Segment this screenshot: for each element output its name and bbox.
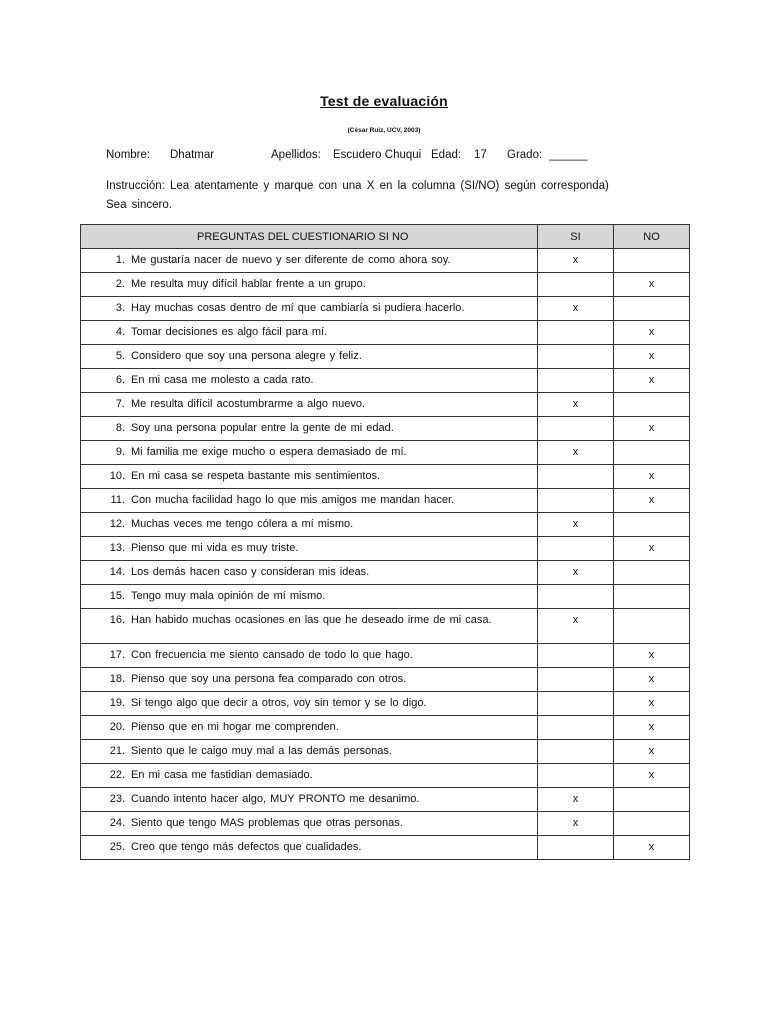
- answer-no-cell[interactable]: [614, 441, 690, 465]
- question-text: Siento que tengo MAS problemas que otras personas.: [131, 817, 403, 829]
- question-text: Soy una persona popular entre la gente de mi edad.: [131, 422, 394, 434]
- table-row: [81, 273, 690, 297]
- answer-si-mark: [538, 740, 613, 744]
- table-row: [81, 249, 690, 273]
- question-text: Creo que tengo más defectos que cualidades.: [131, 841, 362, 853]
- question-cell: [81, 393, 538, 417]
- question-wrapper: [81, 369, 537, 388]
- answer-si-cell[interactable]: [538, 537, 614, 561]
- question-number: 23.: [109, 793, 125, 805]
- answer-no-cell[interactable]: [614, 716, 690, 740]
- question-text: Cuando intento hacer algo, MUY PRONTO me desanimo.: [131, 793, 420, 805]
- answer-no-cell[interactable]: [614, 321, 690, 345]
- table-row: [81, 668, 690, 692]
- question-number: 21.: [109, 745, 125, 757]
- table-row: [81, 561, 690, 585]
- answer-no-cell[interactable]: [614, 465, 690, 489]
- answer-no-mark: x: [648, 494, 655, 506]
- question-wrapper: [81, 273, 537, 292]
- apellidos-value: Escudero Chuqui: [333, 149, 422, 161]
- question-number: 4.: [115, 326, 125, 338]
- question-cell: [81, 668, 538, 692]
- question-cell: [81, 513, 538, 537]
- table-row: [81, 321, 690, 345]
- answer-no-cell[interactable]: [614, 561, 690, 585]
- table-row: [81, 537, 690, 561]
- answer-si-cell[interactable]: [538, 788, 614, 812]
- answer-no-cell[interactable]: [614, 273, 690, 297]
- answer-si-cell[interactable]: [538, 441, 614, 465]
- question-wrapper: [81, 561, 537, 580]
- answer-si-cell[interactable]: [538, 273, 614, 297]
- question-number: 14.: [109, 566, 125, 578]
- question-number: 18.: [109, 673, 125, 685]
- question-number: 17.: [109, 649, 125, 661]
- column-header-si: SI: [538, 225, 614, 249]
- answer-si-mark: [538, 489, 613, 493]
- answer-si-cell[interactable]: [538, 716, 614, 740]
- question-number: 20.: [109, 721, 125, 733]
- table-row: [81, 441, 690, 465]
- question-number: 2.: [115, 278, 125, 290]
- nombre-label: Nombre:: [106, 149, 151, 161]
- answer-no-mark: x: [648, 470, 655, 482]
- answer-si-mark: x: [572, 446, 579, 458]
- answer-si-mark: [538, 716, 613, 720]
- table-row: [81, 489, 690, 513]
- answer-no-cell[interactable]: [614, 609, 690, 644]
- question-number: 6.: [115, 374, 125, 386]
- question-wrapper: [81, 321, 537, 340]
- answer-si-cell[interactable]: [538, 812, 614, 836]
- answer-si-mark: [538, 692, 613, 696]
- question-wrapper: [81, 489, 537, 508]
- answer-no-cell[interactable]: [614, 740, 690, 764]
- nombre-value: Dhatmar: [170, 149, 215, 161]
- table-row: [81, 609, 690, 644]
- question-number: 1.: [115, 254, 125, 266]
- questionnaire-table: [80, 224, 690, 860]
- answer-no-mark: x: [648, 326, 655, 338]
- page-subtitle: (César Ruiz, UCV, 2003): [347, 127, 421, 134]
- question-number: 15.: [109, 590, 125, 602]
- question-wrapper: [81, 812, 537, 831]
- question-text: En mi casa me fastidian demasiado.: [131, 769, 313, 781]
- question-cell: [81, 369, 538, 393]
- question-wrapper: [81, 788, 537, 807]
- answer-si-mark: x: [572, 254, 579, 266]
- question-text: Pienso que mi vida es muy triste.: [131, 542, 299, 554]
- question-text: Los demás hacen caso y consideran mis ideas.: [131, 566, 370, 578]
- answer-no-mark: x: [648, 769, 655, 781]
- question-cell: [81, 764, 538, 788]
- answer-si-mark: [538, 273, 613, 277]
- question-number: 7.: [115, 398, 125, 410]
- edad-label: Edad:: [431, 149, 462, 161]
- answer-si-mark: x: [572, 614, 579, 626]
- answer-si-mark: x: [572, 566, 579, 578]
- answer-si-cell[interactable]: [538, 836, 614, 860]
- question-number: 8.: [115, 422, 125, 434]
- edad-value: 17: [474, 149, 487, 161]
- answer-no-mark: x: [648, 721, 655, 733]
- answer-no-cell[interactable]: [614, 585, 690, 609]
- table-row: [81, 369, 690, 393]
- question-cell: [81, 249, 538, 273]
- table-row: [81, 345, 690, 369]
- answer-no-mark: x: [648, 841, 655, 853]
- answer-si-mark: [538, 537, 613, 541]
- answer-no-mark: x: [648, 542, 655, 554]
- answer-si-mark: x: [572, 817, 579, 829]
- answer-si-cell[interactable]: [538, 609, 614, 644]
- answer-no-cell[interactable]: [614, 393, 690, 417]
- question-text: Hay muchas cosas dentro de mí que cambiaría si pudiera hacerlo.: [131, 302, 465, 314]
- grado-label: Grado:: [507, 149, 543, 161]
- question-cell: [81, 692, 538, 716]
- answer-no-cell[interactable]: [614, 812, 690, 836]
- question-wrapper: [81, 716, 537, 735]
- answer-no-cell[interactable]: [614, 644, 690, 668]
- answer-no-mark: x: [648, 374, 655, 386]
- question-wrapper: [81, 609, 537, 628]
- answer-si-cell[interactable]: [538, 417, 614, 441]
- answer-si-mark: [538, 417, 613, 421]
- apellidos-label: Apellidos:: [271, 149, 321, 161]
- answer-si-cell[interactable]: [538, 465, 614, 489]
- answer-si-mark: [538, 668, 613, 672]
- table-row: [81, 393, 690, 417]
- answer-no-cell[interactable]: [614, 692, 690, 716]
- table-row: [81, 812, 690, 836]
- question-text: Me resulta difícil acostumbrarme a algo nuevo.: [131, 398, 366, 410]
- question-number: 13.: [109, 542, 125, 554]
- question-cell: [81, 788, 538, 812]
- column-header-questions: PREGUNTAS DEL CUESTIONARIO SI NO: [81, 225, 538, 249]
- answer-no-cell[interactable]: [614, 513, 690, 537]
- question-text: Tengo muy mala opinión de mí mismo.: [131, 590, 326, 602]
- question-text: Pienso que en mi hogar me comprenden.: [131, 721, 339, 733]
- question-cell: [81, 585, 538, 609]
- answer-no-cell[interactable]: [614, 249, 690, 273]
- table-row: [81, 692, 690, 716]
- answer-si-mark: [538, 465, 613, 469]
- answer-no-cell[interactable]: [614, 788, 690, 812]
- table-body: [81, 249, 690, 860]
- question-text: Considero que soy una persona alegre y feliz.: [131, 350, 362, 362]
- question-cell: [81, 537, 538, 561]
- instruction-line-2: Sea sincero.: [106, 199, 172, 211]
- table-row: [81, 297, 690, 321]
- answer-si-cell[interactable]: [538, 369, 614, 393]
- answer-no-cell[interactable]: [614, 537, 690, 561]
- instruction-line-1: Instrucción: Lea atentamente y marque con una X en la columna (SI/NO) según corresponda): [106, 180, 609, 192]
- answer-si-cell[interactable]: [538, 644, 614, 668]
- answer-si-cell[interactable]: [538, 297, 614, 321]
- question-number: 9.: [115, 446, 125, 458]
- answer-no-mark: x: [648, 745, 655, 757]
- answer-no-mark: [614, 812, 689, 816]
- page-title: Test de evaluación: [320, 93, 448, 109]
- question-number: 10.: [109, 470, 125, 482]
- question-cell: [81, 561, 538, 585]
- answer-no-mark: [614, 249, 689, 253]
- question-text: Me gustaría nacer de nuevo y ser diferente de como ahora soy.: [131, 254, 451, 266]
- question-cell: [81, 489, 538, 513]
- answer-si-mark: [538, 345, 613, 349]
- answer-no-mark: [614, 585, 689, 589]
- answer-no-mark: x: [648, 278, 655, 290]
- answer-no-mark: [614, 297, 689, 301]
- question-number: 3.: [115, 302, 125, 314]
- answer-no-cell[interactable]: [614, 369, 690, 393]
- answer-no-mark: [614, 788, 689, 792]
- answer-si-cell[interactable]: [538, 668, 614, 692]
- question-wrapper: [81, 644, 537, 663]
- question-text: Con frecuencia me siento cansado de todo lo que hago.: [131, 649, 413, 661]
- table-row: [81, 465, 690, 489]
- answer-no-mark: x: [648, 350, 655, 362]
- question-wrapper: [81, 740, 537, 759]
- answer-no-cell[interactable]: [614, 668, 690, 692]
- answer-no-cell[interactable]: [614, 764, 690, 788]
- question-cell: [81, 609, 538, 644]
- question-wrapper: [81, 297, 537, 316]
- answer-si-cell[interactable]: [538, 345, 614, 369]
- answer-no-mark: x: [648, 697, 655, 709]
- question-wrapper: [81, 764, 537, 783]
- question-number: 11.: [110, 494, 125, 506]
- question-number: 24.: [109, 817, 125, 829]
- column-header-no: NO: [614, 225, 690, 249]
- table-row: [81, 644, 690, 668]
- question-cell: [81, 345, 538, 369]
- question-text: Muchas veces me tengo cólera a mí mismo.: [131, 518, 354, 530]
- question-wrapper: [81, 836, 537, 855]
- answer-si-cell[interactable]: [538, 249, 614, 273]
- answer-no-mark: [614, 513, 689, 517]
- answer-si-cell[interactable]: [538, 321, 614, 345]
- question-text: Si tengo algo que decir a otros, voy sin temor y se lo digo.: [131, 697, 427, 709]
- question-cell: [81, 417, 538, 441]
- table-row: [81, 417, 690, 441]
- question-cell: [81, 297, 538, 321]
- question-cell: [81, 441, 538, 465]
- answer-si-mark: x: [572, 398, 579, 410]
- question-wrapper: [81, 668, 537, 687]
- question-text: Pienso que soy una persona fea comparado con otros.: [131, 673, 407, 685]
- table-header-row: [81, 225, 690, 249]
- table-row: [81, 836, 690, 860]
- answer-si-mark: [538, 369, 613, 373]
- table-row: [81, 788, 690, 812]
- question-wrapper: [81, 417, 537, 436]
- question-wrapper: [81, 393, 537, 412]
- question-number: 16.: [109, 614, 125, 626]
- question-cell: [81, 644, 538, 668]
- answer-no-mark: [614, 561, 689, 565]
- answer-no-mark: x: [648, 649, 655, 661]
- question-number: 5.: [115, 350, 125, 362]
- question-text: Siento que le caigo muy mal a las demás personas.: [131, 745, 392, 757]
- question-text: Me resulta muy difícil hablar frente a un grupo.: [131, 278, 366, 290]
- answer-no-mark: x: [648, 673, 655, 685]
- question-cell: [81, 740, 538, 764]
- table-row: [81, 740, 690, 764]
- answer-si-cell[interactable]: [538, 513, 614, 537]
- question-text: En mi casa me molesto a cada rato.: [131, 374, 314, 386]
- answer-no-mark: x: [648, 422, 655, 434]
- question-text: En mi casa se respeta bastante mis sentimientos.: [131, 470, 381, 482]
- answer-si-mark: [538, 764, 613, 768]
- answer-si-mark: x: [572, 518, 579, 530]
- answer-no-cell[interactable]: [614, 297, 690, 321]
- question-text: Han habido muchas ocasiones en las que he deseado irme de mi casa.: [131, 614, 492, 626]
- question-number: 12.: [109, 518, 125, 530]
- question-wrapper: [81, 345, 537, 364]
- answer-si-mark: x: [572, 302, 579, 314]
- table-row: [81, 585, 690, 609]
- question-wrapper: [81, 513, 537, 532]
- answer-no-mark: [614, 393, 689, 397]
- answer-no-mark: [614, 441, 689, 445]
- answer-no-cell[interactable]: [614, 489, 690, 513]
- answer-no-cell[interactable]: [614, 417, 690, 441]
- question-text: Con mucha facilidad hago lo que mis amigos me mandan hacer.: [131, 494, 455, 506]
- answer-si-cell[interactable]: [538, 561, 614, 585]
- question-cell: [81, 465, 538, 489]
- question-wrapper: [81, 692, 537, 711]
- question-wrapper: [81, 441, 537, 460]
- answer-si-cell[interactable]: [538, 393, 614, 417]
- question-text: Mi familia me exige mucho o espera demasiado de mí.: [131, 446, 407, 458]
- answer-si-cell[interactable]: [538, 692, 614, 716]
- answer-si-mark: [538, 585, 613, 589]
- question-wrapper: [81, 585, 537, 604]
- answer-si-mark: [538, 644, 613, 648]
- question-number: 19.: [109, 697, 125, 709]
- instructions: [106, 177, 666, 215]
- nombre-field: [106, 149, 150, 161]
- question-cell: [81, 812, 538, 836]
- answer-si-cell[interactable]: [538, 585, 614, 609]
- question-wrapper: [81, 537, 537, 556]
- question-cell: [81, 716, 538, 740]
- question-cell: [81, 273, 538, 297]
- question-number: 25.: [109, 841, 125, 853]
- question-wrapper: [81, 465, 537, 484]
- answer-si-mark: [538, 321, 613, 325]
- question-number: 22.: [109, 769, 125, 781]
- question-text: Tomar decisiones es algo fácil para mí.: [131, 326, 328, 338]
- table-row: [81, 764, 690, 788]
- question-cell: [81, 321, 538, 345]
- answer-si-cell[interactable]: [538, 764, 614, 788]
- answer-si-mark: [538, 836, 613, 840]
- table-row: [81, 513, 690, 537]
- answer-si-cell[interactable]: [538, 489, 614, 513]
- answer-si-cell[interactable]: [538, 740, 614, 764]
- question-cell: [81, 836, 538, 860]
- question-wrapper: [81, 249, 537, 268]
- grado-value: ______: [549, 149, 588, 161]
- answer-no-cell[interactable]: [614, 836, 690, 860]
- answer-si-mark: x: [572, 793, 579, 805]
- answer-no-mark: [614, 609, 689, 613]
- answer-no-cell[interactable]: [614, 345, 690, 369]
- table-row: [81, 716, 690, 740]
